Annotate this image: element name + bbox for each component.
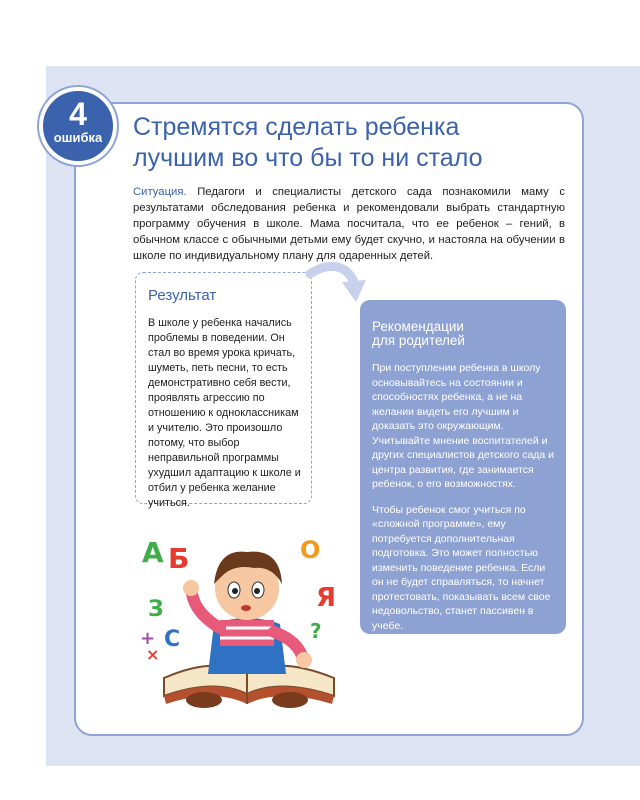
recommendations-paragraph-2: Чтобы ребенок смог учиться по «сложной программе», ему потребуется дополнительная подготовка. Это может полностью изменить поведение ребенка. Если он не будет справляться, то начнет протестовать, показывать всем свое недовольство, станет пассивен в учебе.	[372, 503, 551, 632]
situation-paragraph	[133, 184, 565, 264]
illustration-letter-o: О	[300, 536, 321, 564]
boy-reading-book-illustration	[134, 528, 360, 718]
title-line-1: Стремятся сделать ребенка	[133, 113, 460, 141]
recommendations-box	[360, 300, 566, 634]
illustration-letter-b: Б	[168, 542, 190, 575]
recommendations-paragraph-1: При поступлении ребенка в школу основывайтесь на состоянии и способностях ребенка, а не на желании видеть его лучшим и доказать это окружающим. Учитывайте мнение воспитателей и других специалистов детского сада и центра развития, где занимается ребенок, о его возможностях.	[372, 362, 555, 490]
curved-arrow-icon	[304, 258, 372, 308]
mistake-label: ошибка	[53, 130, 103, 145]
result-text: В школе у ребенка начались проблемы в поведении. Он стал во время урока кричать, шуметь, петь песни, то есть демонстративно себя вести, проявлять агрессию по отношению к одноклассникам и учителю. Это произошло потому, что выбор неправильной программы ухудшил адаптацию к школе и отбил у ребенка желание учиться.	[148, 317, 301, 509]
illustration-question-mark: ?	[310, 619, 322, 643]
illustration-letter-ya: Я	[316, 583, 337, 613]
illustration-letter-a: А	[142, 536, 164, 569]
illustration-times: ×	[146, 645, 160, 664]
situation-text: Педагоги и специалисты детского сада познакомили маму с результатами обследования ребенка и рекомендовали выбрать стандартную программу обучения в школе. Мама посчитала, что ее ребенок – гений, в обычном классе с обычными детьми ему будет скучно, и настояла на обучении в школе по индивидуальному плану для одаренных детей.	[133, 186, 566, 262]
illustration-letter-s: С	[164, 627, 181, 652]
recommendations-title-line-1: Рекомендации	[372, 319, 464, 334]
mistake-badge	[39, 87, 117, 165]
mistake-number: 4	[69, 96, 87, 132]
situation-lead: Ситуация.	[133, 186, 187, 198]
page-title	[133, 112, 553, 174]
recommendations-title	[372, 320, 556, 348]
result-title: Результат	[148, 287, 217, 304]
title-line-2: лучшим во что бы то ни стало	[133, 144, 483, 172]
illustration-letter-z: З	[148, 597, 164, 622]
illustration-plus: +	[140, 628, 156, 649]
recommendations-title-line-2: для родителей	[372, 333, 465, 348]
result-box	[135, 272, 312, 509]
